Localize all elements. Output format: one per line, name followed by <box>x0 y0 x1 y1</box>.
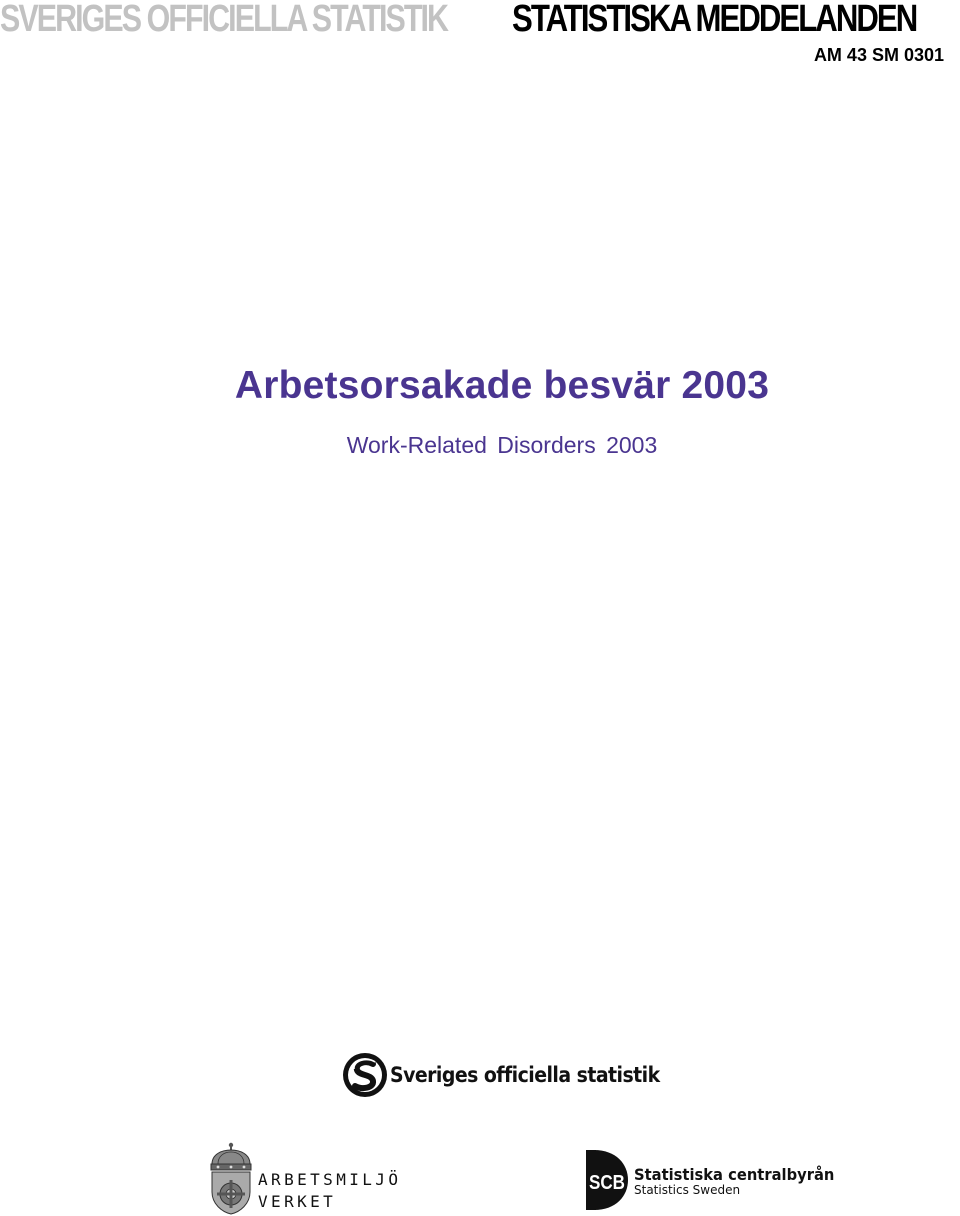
publication-type: STATISTISKA MEDDELANDEN <box>512 0 917 40</box>
crown-crest-icon <box>208 1142 254 1216</box>
arbetsmiljoverket-logo <box>208 1142 408 1216</box>
sos-s-icon <box>342 1052 388 1098</box>
scb-mark-text: SCB <box>589 1172 625 1194</box>
header-banner <box>0 0 960 40</box>
series-name: SVERIGES OFFICIELLA STATISTIK <box>0 0 448 40</box>
scb-logo <box>586 1148 846 1212</box>
page-title: Arbetsorsakade besvär 2003 <box>234 364 770 407</box>
arbetsmiljoverket-line1: ARBETSMILJÖ <box>258 1170 402 1189</box>
sos-logo <box>342 1052 660 1100</box>
page-subtitle: Work-Related Disorders 2003 <box>346 432 658 458</box>
arbetsmiljoverket-line2: VERKET <box>258 1192 337 1211</box>
report-code: AM 43 SM 0301 <box>813 45 944 65</box>
scb-subtitle: Statistics Sweden <box>634 1183 741 1197</box>
sos-logo-text: Sveriges officiella statistik <box>390 1063 660 1087</box>
scb-mark-icon <box>586 1148 630 1212</box>
scb-name: Statistiska centralbyrån <box>634 1165 835 1184</box>
